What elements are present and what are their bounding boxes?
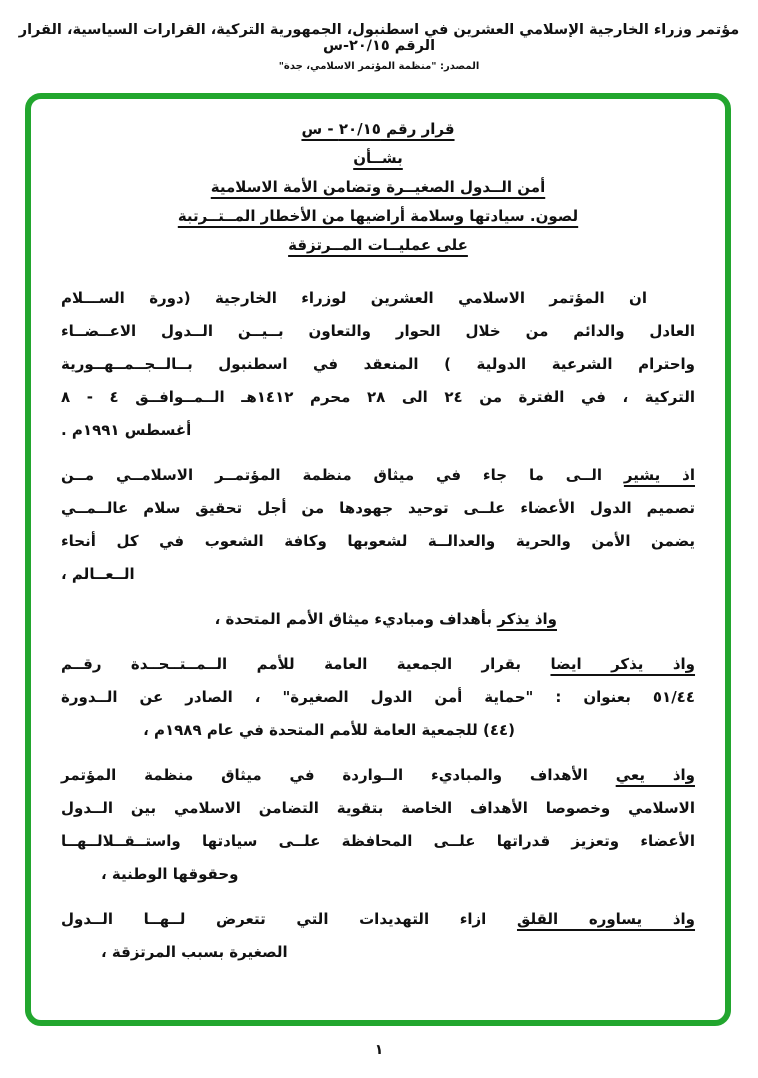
paragraph xyxy=(61,903,695,969)
body-line: واذ يساوره القلق ازاء التهديدات التي تتعرض لــهــا الــدول xyxy=(61,910,696,928)
body-line: الــعــالم ، xyxy=(61,565,135,583)
body-line: تصميم الدول الأعضاء علــى توحيد جهودها من أجل تحقيق سلام عالــمــي xyxy=(61,499,695,517)
title-line xyxy=(61,231,695,260)
body-line: الاسلامي وخصوصا الأهداف الخاصة بتقوية التضامن الاسلامي بين الــدول xyxy=(61,799,695,817)
header-line-1: مؤتمر وزراء الخارجية الإسلامي العشرين في اسطنبول، الجمهورية التركية، القرارات السياسية، القرار الرقم ٢٠/١٥-س xyxy=(18,22,740,54)
document-body xyxy=(61,282,695,969)
lead-in-underlined: واذ يساوره القلق xyxy=(516,910,696,928)
body-line: وحقوقها الوطنية ، xyxy=(101,865,239,883)
lead-in-underlined: واذ يذكر xyxy=(497,610,557,628)
paragraph xyxy=(61,648,695,747)
body-line: ان المؤتمر الاسلامي العشرين لوزراء الخارجية (دورة الســـلام xyxy=(61,289,647,307)
paragraph xyxy=(61,603,695,636)
title-line-text: أمن الــدول الصغيــرة وتضامن الأمة الاسلامية xyxy=(210,178,546,196)
title-line xyxy=(61,202,695,231)
title-block xyxy=(61,115,695,260)
body-line: واحترام الشرعية الدولية ) المنعقد في اسطنبول بــالــجــمــهــورية xyxy=(61,355,695,373)
body-line: التركية ، في الفترة من ٢٤ الى ٢٨ محرم ١٤١٢هـ الــمــوافــق ٤ - ٨ xyxy=(61,388,695,406)
body-line: العادل والدائم من خلال الحوار والتعاون بــيــن الــدول الاعــضــاء xyxy=(61,322,695,340)
lead-in-underlined: اذ يشير xyxy=(623,466,695,484)
lead-in-underlined: واذ يذكر ايضا xyxy=(550,655,696,673)
page-number: ١ xyxy=(374,1042,384,1058)
body-line: الصغيرة بسبب المرتزقة ، xyxy=(101,943,288,961)
paragraph xyxy=(61,759,695,891)
paragraph xyxy=(61,459,695,591)
body-line: الأعضاء وتعزيز قدراتها علــى المحافظة علــى سيادتها واستــقــلالــهــا xyxy=(61,832,695,850)
paragraph xyxy=(61,282,695,447)
title-line-text: قرار رقم ٢٠/١٥ - س xyxy=(301,120,455,138)
title-line xyxy=(61,144,695,173)
body-line: يضمن الأمن والحرية والعدالــة لشعوبها وكافة الشعوب في كل أنحاء xyxy=(61,532,695,550)
body-line: واذ يذكر ايضا بقرار الجمعية العامة للأمم الــمــتــحــدة رقــم xyxy=(61,655,696,673)
document-header xyxy=(0,0,758,72)
document-frame xyxy=(25,93,731,1026)
title-line xyxy=(61,115,695,144)
body-line: واذ يعي الأهداف والمباديء الــواردة في ميثاق منظمة المؤتمر xyxy=(61,766,695,784)
lead-in-underlined: واذ يعي xyxy=(615,766,695,784)
body-line: ٥١/٤٤ بعنوان : "حماية أمن الدول الصغيرة" ، الصادر عن الــدورة xyxy=(61,688,695,706)
title-line xyxy=(61,173,695,202)
header-line-2: المصدر: "منظمة المؤتمر الاسلامي، جدة" xyxy=(278,61,480,72)
title-line-text: لصون. سيادتها وسلامة أراضيها من الأخطار المــتــرتبة xyxy=(177,207,579,225)
body-line: أغسطس ١٩٩١م . xyxy=(61,421,192,439)
body-line: (٤٤) للجمعية العامة للأمم المتحدة في عام ١٩٨٩م ، xyxy=(143,721,515,739)
body-line: اذ يشير الــى ما جاء في ميثاق منظمة المؤتمــر الاسلامــي مــن xyxy=(61,466,695,484)
title-line-text: بشــأن xyxy=(353,149,403,167)
body-line: واذ يذكر بأهداف ومباديء ميثاق الأمم المتحدة ، xyxy=(214,610,557,628)
title-line-text: على عمليــات المــرتزقة xyxy=(288,236,468,254)
